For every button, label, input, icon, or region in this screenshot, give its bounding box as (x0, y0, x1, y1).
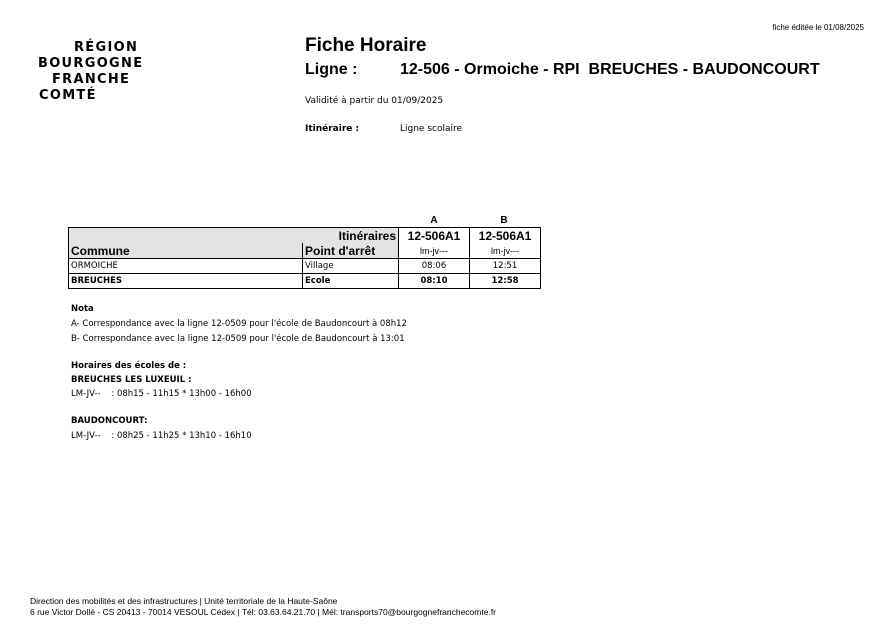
note-b: B- Correspondance avec la ligne 12-0509 pour l'école de Baudoncourt à 13:01 (71, 334, 405, 344)
logo-line-2: BOURGOGNE (38, 56, 144, 71)
region-logo (38, 40, 148, 104)
notes-section (71, 302, 407, 444)
commune-header: Commune (69, 243, 303, 259)
timetable (68, 227, 541, 289)
footer (30, 596, 496, 618)
edition-date: fiche éditée le 01/08/2025 (772, 23, 864, 32)
schools-title: Horaires des écoles de : (71, 361, 187, 371)
course-b: 12-506A1 (470, 228, 541, 244)
stop-cell: Village (303, 259, 399, 274)
table-row (69, 259, 541, 274)
time-cell: 08:10 (399, 274, 470, 289)
commune-cell: BREUCHES (69, 274, 303, 289)
commune-cell: ORMOICHE (69, 259, 303, 274)
note-a: A- Correspondance avec la ligne 12-0509 pour l'école de Baudoncourt à 08h12 (71, 319, 407, 329)
time-cell: 08:06 (399, 259, 470, 274)
itinerary-label: Itinéraire : (305, 124, 360, 134)
days-b: lm-jv--- (470, 243, 541, 259)
footer-line-1: Direction des mobilités et des infrastructures | Unité territoriale de la Haute-Saône (30, 596, 338, 606)
header-empty (69, 228, 303, 244)
school-2-name: BAUDONCOURT: (71, 416, 148, 426)
school-1-name: BREUCHES LES LUXEUIL : (71, 375, 192, 385)
line-label: Ligne : (305, 61, 358, 78)
time-cell: 12:58 (470, 274, 541, 289)
time-cell: 12:51 (470, 259, 541, 274)
itinerary-value: Ligne scolaire (400, 124, 463, 134)
course-a: 12-506A1 (399, 228, 470, 244)
column-letter-b: B (500, 215, 508, 226)
line-value: 12-506 - Ormoiche - RPI BREUCHES - BAUDONCOURT (400, 61, 820, 78)
stop-header: Point d'arrêt (303, 243, 399, 259)
logo-line-3: FRANCHE (52, 72, 131, 87)
table-row (69, 274, 541, 289)
logo-line-4: COMTÉ (39, 88, 97, 103)
school-2-hours: LM-JV-- : 08h25 - 11h25 * 13h10 - 16h10 (71, 431, 252, 441)
itinerary-header: Itinéraires (303, 228, 399, 244)
days-a: lm-jv--- (399, 243, 470, 259)
validity-text: Validité à partir du 01/09/2025 (305, 96, 444, 106)
stop-cell: Ecole (303, 274, 399, 289)
logo-line-1: RÉGION (74, 40, 139, 55)
column-letter-a: A (430, 215, 438, 226)
school-1-hours: LM-JV-- : 08h15 - 11h15 * 13h00 - 16h00 (71, 389, 252, 399)
footer-line-2: 6 rue Victor Dollé - CS 20413 - 70014 VESOUL Cédex | Tél: 03.63.64.21.70 | Mél: transports70@bourgognefranchecomte.fr (30, 607, 497, 617)
page-title: Fiche Horaire (305, 35, 427, 56)
notes-title: Nota (71, 304, 94, 314)
